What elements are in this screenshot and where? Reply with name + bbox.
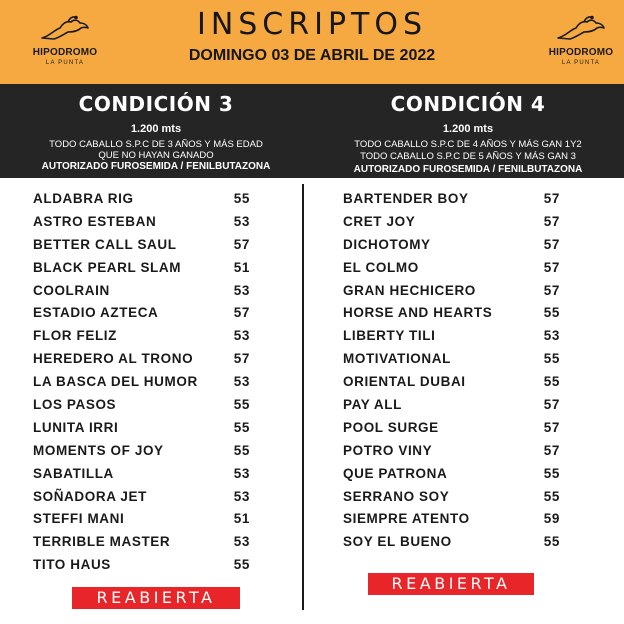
reabierta-badge: REABIERTA [72, 587, 240, 609]
entry-row [343, 439, 568, 462]
horse-weight: 59 [543, 511, 560, 527]
horse-weight: 53 [233, 213, 250, 229]
entry-row [343, 530, 568, 553]
hipodromo-logo-right [536, 14, 624, 76]
horse-weight: 57 [233, 351, 250, 367]
horse-name: ORIENTAL DUBAI [343, 374, 466, 390]
condition-distance: 1.200 mts [130, 123, 182, 135]
condition-3-entries [33, 187, 258, 576]
horse-name: MOTIVATIONAL [343, 351, 451, 367]
horse-name: HEREDERO AL TRONO [33, 351, 194, 367]
horse-name: ASTRO ESTEBAN [33, 213, 157, 229]
horse-weight: 53 [233, 534, 250, 550]
header [0, 0, 624, 84]
entry-row [343, 370, 568, 393]
horse-weight: 57 [543, 419, 560, 435]
horse-name: ALDABRA RIG [33, 191, 134, 206]
entry-row [343, 187, 568, 210]
condition-3-header [0, 84, 312, 178]
column-divider [302, 184, 304, 610]
horse-name: ESTADIO AZTECA [33, 305, 159, 321]
condition-note: AUTORIZADO FUROSEMIDA / FENILBUTAZONA [353, 164, 583, 175]
horse-weight: 57 [543, 442, 560, 458]
entry-row [343, 256, 568, 279]
horse-weight: 55 [233, 397, 250, 413]
condition-rule: QUE NO HAYAN GANADO [98, 150, 214, 161]
entry-row [33, 210, 258, 233]
condition-title: CONDICIÓN 4 [390, 92, 546, 116]
entry-row [343, 416, 568, 439]
horse-weight: 55 [543, 305, 560, 321]
entry-row [33, 187, 258, 210]
horse-weight: 57 [543, 213, 560, 229]
entry-row [33, 416, 258, 439]
horse-name: LOS PASOS [33, 397, 117, 413]
condition-rule: TODO CABALLO S.P.C DE 3 AÑOS Y MÁS EDAD [49, 139, 263, 150]
horse-weight: 51 [233, 511, 250, 527]
horse-weight: 57 [543, 191, 560, 206]
entry-row [33, 347, 258, 370]
horse-name: GRAN HECHICERO [343, 282, 476, 298]
horse-weight: 55 [543, 374, 560, 390]
horse-weight: 53 [233, 488, 250, 504]
horse-weight: 57 [233, 236, 250, 252]
horse-name: TERRIBLE MASTER [33, 534, 171, 550]
condition-4-entries [343, 187, 568, 553]
horse-jockey-icon [556, 14, 606, 42]
entry-row [33, 279, 258, 302]
horse-weight: 57 [543, 282, 560, 298]
entry-row [33, 233, 258, 256]
horse-name: BLACK PEARL SLAM [33, 259, 182, 275]
horse-weight: 57 [233, 305, 250, 321]
entry-row [343, 301, 568, 324]
page-title: INSCRIPTOS [196, 7, 428, 42]
horse-weight: 57 [543, 397, 560, 413]
horse-name: PAY ALL [343, 397, 402, 413]
entry-row [33, 301, 258, 324]
horse-name: SIEMPRE ATENTO [343, 511, 470, 527]
reabierta-badge: REABIERTA [368, 573, 534, 595]
condition-rule: TODO CABALLO S.P.C DE 4 AÑOS Y MÁS GAN 1Y2 [354, 139, 582, 150]
entry-row [33, 462, 258, 485]
horse-weight: 53 [233, 328, 250, 344]
entry-row [33, 507, 258, 530]
entry-row [33, 256, 258, 279]
entry-row [33, 439, 258, 462]
condition-title: CONDICIÓN 3 [78, 92, 234, 116]
horse-name: SOY EL BUENO [343, 534, 452, 550]
entry-row [33, 485, 258, 508]
conditions-band [0, 84, 624, 178]
horse-weight: 55 [543, 351, 560, 367]
horse-name: TITO HAUS [33, 557, 111, 573]
horse-name: FLOR FELIZ [33, 328, 117, 344]
horse-weight: 55 [233, 191, 250, 206]
horse-weight: 55 [543, 465, 560, 481]
entry-row [33, 530, 258, 553]
horse-name: STEFFI MANI [33, 511, 125, 527]
entry-row [33, 393, 258, 416]
horse-weight: 57 [543, 236, 560, 252]
entry-row [33, 553, 258, 576]
condition-4-header [312, 84, 624, 178]
entry-row [343, 485, 568, 508]
horse-weight: 55 [543, 534, 560, 550]
entry-row [343, 347, 568, 370]
horse-name: POTRO VINY [343, 442, 433, 458]
logo-subtitle: LA PUNTA [561, 60, 601, 66]
condition-distance: 1.200 mts [442, 123, 494, 135]
horse-weight: 53 [233, 374, 250, 390]
entry-row [33, 370, 258, 393]
horse-name: SERRANO SOY [343, 488, 450, 504]
horse-name: BETTER CALL SAUL [33, 236, 177, 252]
entry-row [343, 462, 568, 485]
entry-row [33, 324, 258, 347]
entry-row [343, 233, 568, 256]
entry-row [343, 324, 568, 347]
horse-weight: 57 [543, 259, 560, 275]
horse-name: COOLRAIN [33, 282, 110, 298]
horse-weight: 55 [233, 557, 250, 573]
entry-row [343, 210, 568, 233]
horse-weight: 55 [233, 419, 250, 435]
horse-name: POOL SURGE [343, 419, 439, 435]
horse-weight: 55 [543, 488, 560, 504]
horse-name: EL COLMO [343, 259, 419, 275]
horse-name: MOMENTS OF JOY [33, 442, 164, 458]
horse-name: LUNITA IRRI [33, 419, 119, 435]
horse-name: HORSE AND HEARTS [343, 305, 493, 321]
horse-name: QUE PATRONA [343, 465, 448, 481]
entry-row [343, 279, 568, 302]
logo-name: HIPODROMO [548, 47, 614, 58]
horse-name: DICHOTOMY [343, 236, 431, 252]
condition-rule: TODO CABALLO S.P.C DE 5 AÑOS Y MÁS GAN 3 [360, 151, 576, 162]
condition-note: AUTORIZADO FUROSEMIDA / FENILBUTAZONA [41, 161, 271, 172]
entry-row [343, 393, 568, 416]
horse-name: LIBERTY TILI [343, 328, 436, 344]
horse-weight: 53 [233, 465, 250, 481]
horse-name: BARTENDER BOY [343, 191, 469, 206]
entry-row [343, 507, 568, 530]
horse-weight: 51 [233, 259, 250, 275]
logo-subtitle: LA PUNTA [45, 60, 85, 66]
horse-weight: 53 [233, 282, 250, 298]
horse-name: LA BASCA DEL HUMOR [33, 374, 198, 390]
horse-weight: 55 [233, 442, 250, 458]
horse-weight: 53 [543, 328, 560, 344]
horse-name: CRET JOY [343, 213, 416, 229]
logo-name: HIPODROMO [32, 47, 98, 58]
horse-name: SABATILLA [33, 465, 114, 481]
horse-name: SOÑADORA JET [33, 488, 147, 504]
event-date: DOMINGO 03 DE ABRIL DE 2022 [188, 47, 436, 64]
